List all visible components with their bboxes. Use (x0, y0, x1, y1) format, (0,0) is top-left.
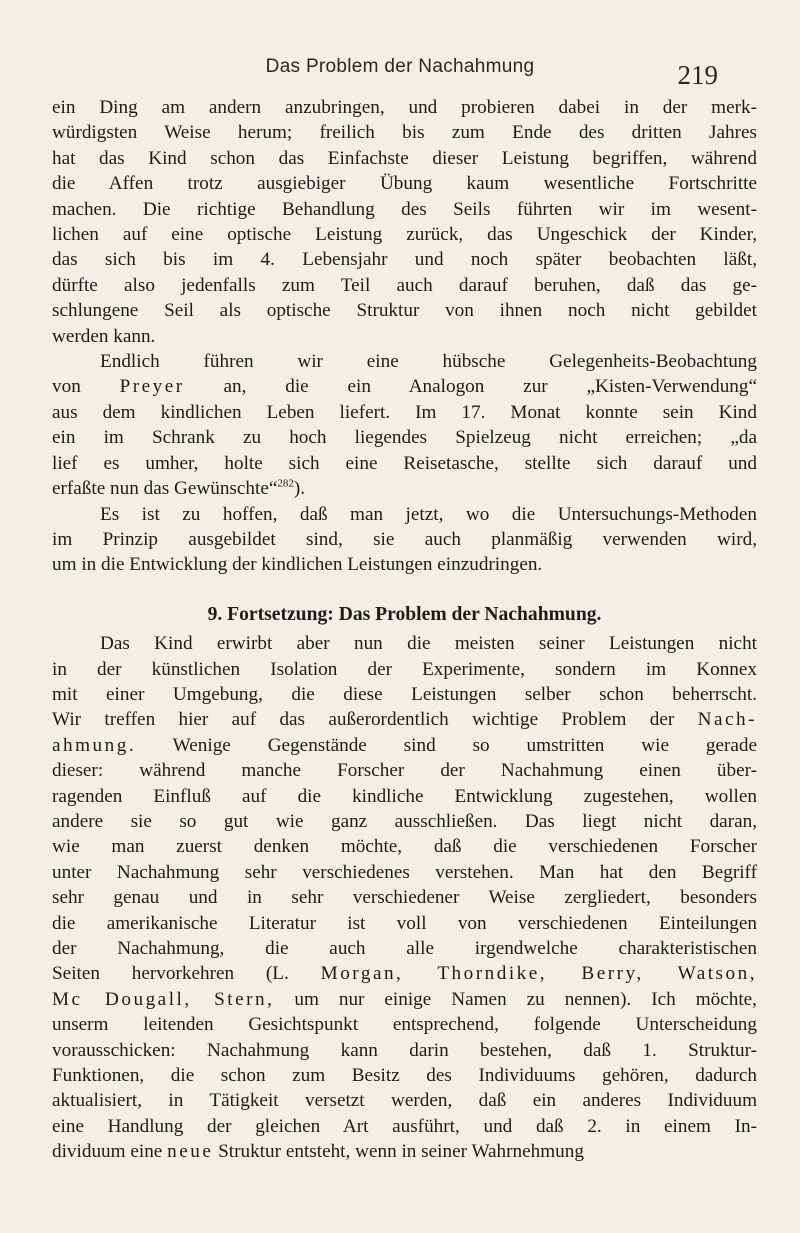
text-line: eine Handlung der gleichen Art ausführt, und daß 2. in einem In- (52, 1115, 757, 1137)
text-line: der Nachahmung, die auch alle irgendwelche charakteristischen (52, 938, 757, 959)
text-line: Endlich führen wir eine hübsche Gelegenheits-Beobachtung (100, 351, 757, 373)
text-line: machen. Die richtige Behandlung des Seils führten wir im wesent- (52, 198, 757, 220)
text-line: die Affen trotz ausgiebiger Übung kaum wesentliche Fortschritte (52, 173, 757, 195)
text-line: das sich bis im 4. Lebensjahr und noch später beobachten läßt, (52, 249, 757, 271)
text-line: lief es umher, holte sich eine Reisetasche, stellte sich darauf und (52, 452, 757, 474)
text-line: lichen auf eine optische Leistung zurück, das Ungeschick der Kinder, (52, 224, 757, 246)
paragraph (52, 349, 757, 501)
text-line: in der künstlichen Isolation der Experimente, sondern im Konnex (52, 658, 757, 680)
text-line: unserm leitenden Gesichtspunkt entsprechend, folgende Unterscheidung (52, 1014, 757, 1036)
text-line: aktualisiert, in Tätigkeit versetzt werden, daß ein anderes Individuum (52, 1090, 757, 1112)
text-line: um in die Entwicklung der kindlichen Leistungen einzudringen. (52, 554, 543, 576)
author-names-spaced: Morgan, Thorndike, Berry, Watson, (320, 963, 757, 985)
text-run: ). (293, 478, 306, 500)
text-line: vorausschicken: Nachahmung kann darin bestehen, daß 1. Struktur- (52, 1039, 757, 1061)
paragraph (52, 631, 757, 1165)
text-line: Funktionen, die schon zum Besitz des Individuums gehören, dadurch (52, 1065, 757, 1087)
text-run: Seiten hervorkehren (L. (52, 963, 321, 985)
text-line (52, 733, 757, 758)
text-run: erfaßte nun das Gewünschte“ (52, 478, 278, 500)
text-run: um nur einige Namen zu nennen). Ich möchte, (274, 988, 757, 1010)
text-run: Struktur entsteht, wenn in seiner Wahrnehmung (213, 1141, 584, 1163)
running-title: Das Problem der Nachahmung (265, 56, 535, 77)
text-line: mit einer Umgebung, die diese Leistungen selber schon beherrscht. (52, 683, 757, 705)
text-line (52, 707, 757, 732)
paragraph (52, 95, 757, 349)
text-run: von (52, 376, 120, 398)
page-number: 219 (677, 60, 718, 90)
author-name-spaced: Preyer (119, 376, 185, 398)
text-line (52, 1139, 757, 1164)
text-run: Wenige Gegenstände sind so umstritten wie gerade (136, 734, 757, 756)
text-line: andere sie so gut wie ganz ausschließen. Das liegt nicht daran, (52, 810, 757, 832)
text-run: an, die ein Analogon zur „Kisten-Verwendung“ (184, 376, 757, 398)
text-line: schlungene Seil als optische Struktur von ihnen noch nicht gebildet (52, 300, 757, 322)
text-line: dieser: während manche Forscher der Nachahmung einen über- (52, 760, 757, 782)
footnote-reference: 282 (277, 477, 294, 490)
text-line: ein Ding am andern anzubringen, und probieren dabei in der merk- (52, 97, 757, 118)
text-run: Wir treffen hier auf das außerordentlich wichtige Problem der (52, 709, 698, 731)
text-line (52, 987, 757, 1012)
text-line: Es ist zu hoffen, daß man jetzt, wo die Untersuchungs-Methoden (100, 503, 757, 525)
text-line: hat das Kind schon das Einfachste dieser Leistung begriffen, während (52, 147, 757, 169)
text-line: dürfte also jedenfalls zum Teil auch darauf beruhen, daß das ge- (52, 274, 757, 296)
text-line: wie man zuerst denken möchte, daß die verschiedenen Forscher (52, 836, 757, 858)
text-line: unter Nachahmung sehr verschiedenes verstehen. Man hat den Begriff (52, 861, 757, 883)
text-line: ein im Schrank zu hoch liegendes Spielzeug nicht erreichen; „da (52, 427, 757, 449)
emphasis-spaced: ahmung. (52, 734, 137, 756)
running-head (0, 54, 800, 94)
text-line: werden kann. (52, 325, 156, 347)
text-line: sehr genau und in sehr verschiedener Weise zergliedert, besonders (52, 887, 757, 909)
text-line: im Prinzip ausgebildet sind, sie auch planmäßig verwenden wird, (52, 528, 757, 550)
text-line: würdigsten Weise herum; freilich bis zum Ende des dritten Jahres (52, 122, 757, 144)
section-heading: 9. Fortsetzung: Das Problem der Nachahmung. (207, 603, 602, 625)
emphasis-spaced: Nach- (697, 709, 757, 731)
text-line (52, 476, 757, 501)
text-run: dividuum eine (52, 1141, 168, 1163)
text-line: ragenden Einfluß auf die kindliche Entwicklung zugestehen, wollen (52, 785, 757, 807)
author-names-spaced: Mc Dougall, Stern, (52, 988, 275, 1010)
emphasis-spaced: neue (167, 1141, 214, 1163)
body-text (52, 95, 757, 1165)
text-line: aus dem kindlichen Leben liefert. Im 17. Monat konnte sein Kind (52, 401, 757, 423)
text-line: die amerikanische Literatur ist voll von verschiedenen Einteilungen (52, 912, 757, 934)
text-line (52, 374, 757, 399)
text-line (52, 961, 757, 986)
paragraph (52, 502, 757, 578)
text-line: Das Kind erwirbt aber nun die meisten seiner Leistungen nicht (100, 633, 757, 655)
